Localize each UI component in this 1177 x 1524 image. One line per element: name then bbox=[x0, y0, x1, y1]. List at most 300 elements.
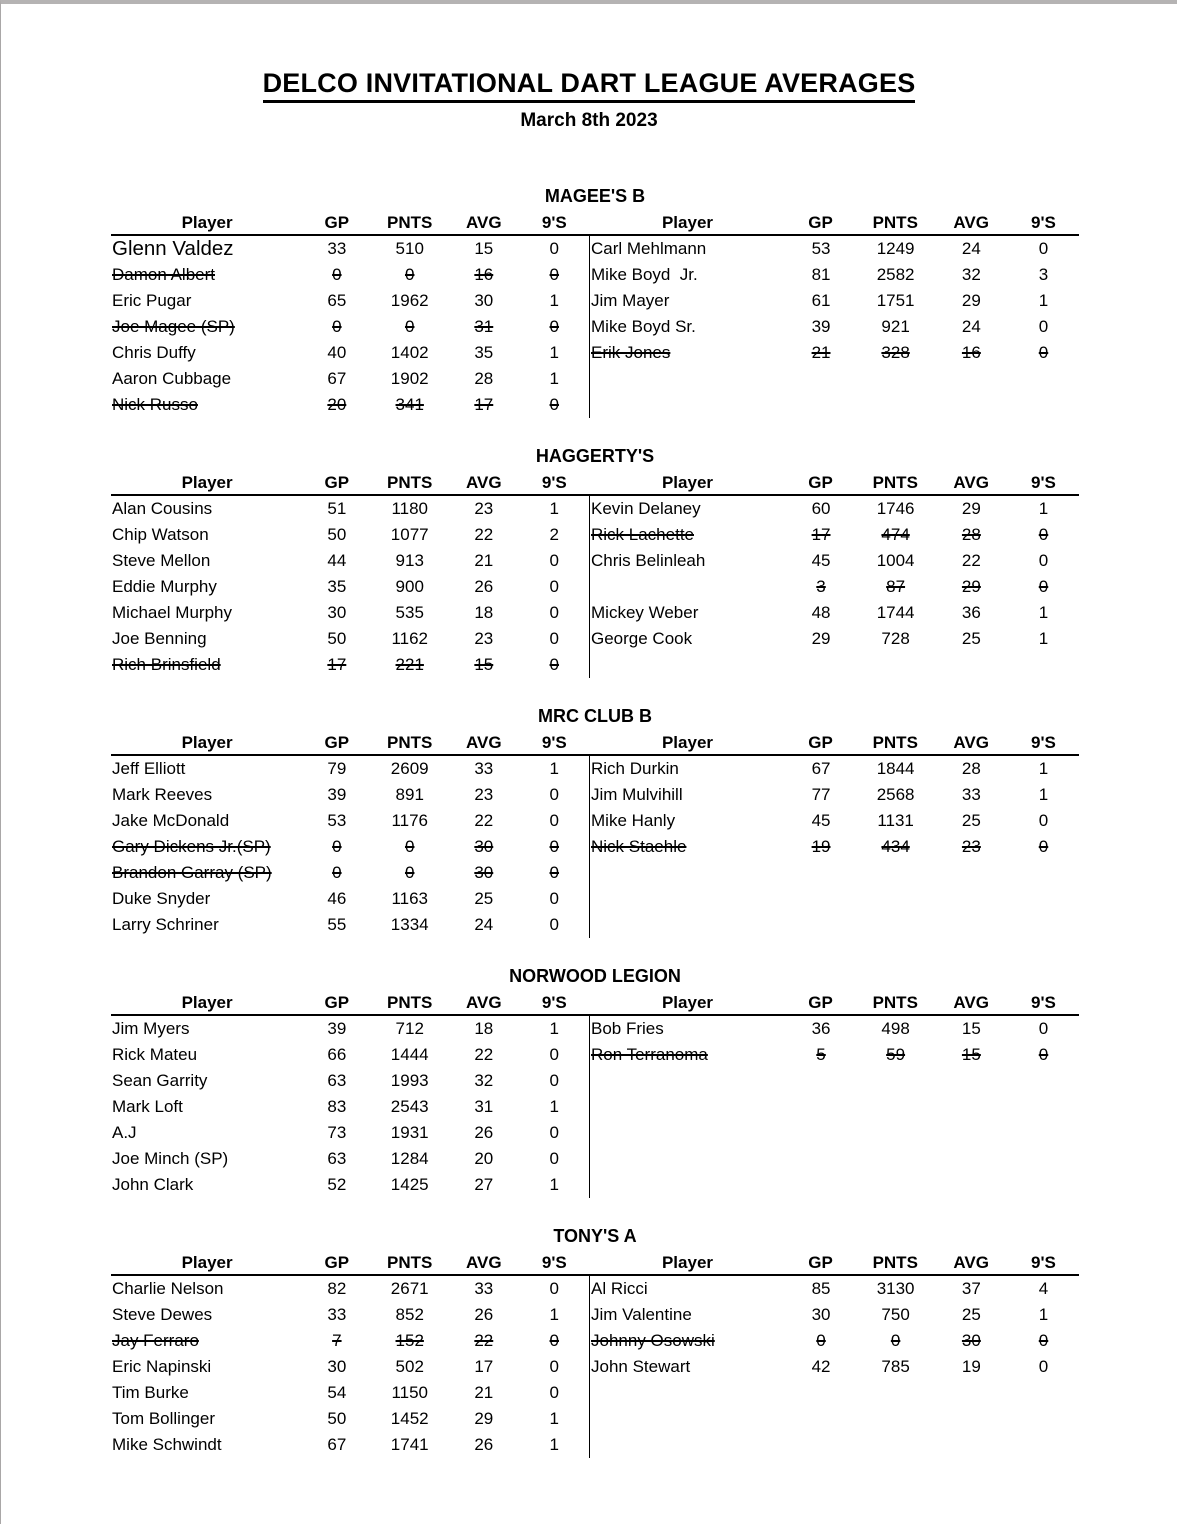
table-row bbox=[111, 262, 589, 288]
stat-avg: 15 bbox=[474, 655, 494, 674]
page-title: DELCO INVITATIONAL DART LEAGUE AVERAGES bbox=[263, 68, 916, 103]
table-row bbox=[111, 522, 589, 548]
player-name: Alan Cousins bbox=[112, 499, 213, 518]
stat-pnts bbox=[856, 912, 934, 938]
column-header-avg: AVG bbox=[466, 213, 502, 232]
column-header-gp: GP bbox=[324, 1253, 350, 1272]
table-row bbox=[111, 392, 589, 418]
table-row bbox=[590, 548, 1079, 574]
team-name: HAGGERTY'S bbox=[535, 446, 655, 466]
stat-gp: 73 bbox=[327, 1123, 347, 1142]
column-header-avg: AVG bbox=[466, 993, 502, 1012]
stat-avg: 30 bbox=[474, 291, 494, 310]
column-header-nines: 9'S bbox=[1031, 733, 1056, 752]
player-name: Joe Magee (SP) bbox=[112, 317, 235, 336]
team-table-left bbox=[111, 756, 589, 938]
stat-gp bbox=[786, 1172, 857, 1198]
stat-pnts: 1425 bbox=[390, 1175, 429, 1194]
table-row bbox=[111, 1432, 589, 1458]
column-header-avg: AVG bbox=[953, 993, 989, 1012]
stat-pnts bbox=[856, 366, 934, 392]
table-body bbox=[111, 756, 1079, 938]
stat-nines: 0 bbox=[549, 863, 560, 882]
column-header-avg: AVG bbox=[953, 213, 989, 232]
player-name: Eric Pugar bbox=[112, 291, 192, 310]
player-name: Mickey Weber bbox=[591, 603, 699, 622]
table-row bbox=[590, 860, 1079, 886]
stat-pnts: 328 bbox=[881, 343, 910, 362]
column-header-avg: AVG bbox=[466, 473, 502, 492]
table-row bbox=[590, 1432, 1079, 1458]
stat-gp: 50 bbox=[327, 629, 347, 648]
table-row bbox=[111, 834, 589, 860]
stat-avg: 30 bbox=[961, 1331, 981, 1350]
column-header-pnts: PNTS bbox=[387, 733, 433, 752]
table-row bbox=[111, 1120, 589, 1146]
stat-avg: 25 bbox=[961, 1305, 981, 1324]
stat-gp: 39 bbox=[327, 785, 347, 804]
stat-nines: 1 bbox=[549, 343, 560, 362]
column-header-pnts: PNTS bbox=[872, 1253, 918, 1272]
stat-nines: 1 bbox=[1038, 785, 1049, 804]
stat-gp: 44 bbox=[327, 551, 347, 570]
stat-nines: 0 bbox=[549, 1123, 560, 1142]
column-header-player: Player bbox=[661, 473, 714, 492]
stat-gp bbox=[786, 1380, 857, 1406]
column-header-nines: 9'S bbox=[541, 1253, 567, 1272]
stat-nines bbox=[1008, 652, 1079, 678]
stat-gp bbox=[786, 1094, 857, 1120]
stat-pnts bbox=[856, 1120, 934, 1146]
stat-pnts: 728 bbox=[881, 629, 910, 648]
stat-nines bbox=[1008, 886, 1079, 912]
table-row bbox=[590, 1016, 1079, 1042]
stat-gp bbox=[786, 912, 857, 938]
title-block bbox=[1, 4, 1177, 133]
stat-pnts: 1004 bbox=[876, 551, 915, 570]
stat-avg: 18 bbox=[474, 1019, 494, 1038]
stat-pnts: 1902 bbox=[390, 369, 429, 388]
stat-pnts: 59 bbox=[886, 1045, 906, 1064]
stat-gp: 39 bbox=[811, 317, 831, 336]
stat-gp: 53 bbox=[811, 239, 831, 258]
stat-avg: 22 bbox=[474, 1045, 494, 1064]
stat-nines: 1 bbox=[1038, 629, 1049, 648]
stat-gp: 19 bbox=[811, 837, 831, 856]
stat-pnts: 1150 bbox=[391, 1383, 428, 1402]
stat-gp: 3 bbox=[816, 577, 826, 596]
header-half-left bbox=[111, 471, 589, 494]
stat-gp: 54 bbox=[327, 1383, 347, 1402]
header-row bbox=[111, 991, 1079, 1016]
team-table-right bbox=[589, 1016, 1079, 1198]
stat-gp bbox=[786, 1406, 857, 1432]
player-name: Aaron Cubbage bbox=[112, 369, 232, 388]
column-header-pnts: PNTS bbox=[387, 1253, 433, 1272]
stat-pnts: 1163 bbox=[391, 889, 428, 908]
table-row bbox=[111, 574, 589, 600]
player-name: Steve Dewes bbox=[112, 1305, 213, 1324]
stat-avg: 15 bbox=[474, 239, 494, 258]
stat-pnts: 1993 bbox=[390, 1071, 429, 1090]
stat-pnts: 510 bbox=[395, 239, 424, 258]
stat-nines: 0 bbox=[549, 889, 560, 908]
column-header-gp: GP bbox=[324, 993, 350, 1012]
player-name bbox=[590, 1094, 786, 1120]
stat-gp: 83 bbox=[327, 1097, 347, 1116]
stat-nines: 2 bbox=[549, 525, 560, 544]
stat-nines bbox=[1008, 392, 1079, 418]
table-row bbox=[111, 548, 589, 574]
stat-avg: 32 bbox=[961, 265, 981, 284]
table-row bbox=[111, 314, 589, 340]
table-body bbox=[111, 236, 1079, 418]
stat-gp: 81 bbox=[811, 265, 831, 284]
stat-nines: 0 bbox=[549, 1149, 560, 1168]
stat-avg: 17 bbox=[474, 1357, 494, 1376]
stat-gp: 50 bbox=[327, 1409, 347, 1428]
header-half-left bbox=[111, 731, 589, 754]
stat-gp: 85 bbox=[811, 1279, 831, 1298]
column-header-player: Player bbox=[661, 733, 714, 752]
stat-nines: 0 bbox=[549, 1279, 560, 1298]
column-header-nines: 9'S bbox=[541, 473, 567, 492]
stat-avg: 15 bbox=[961, 1019, 981, 1038]
column-header-player: Player bbox=[181, 733, 233, 752]
stat-avg: 28 bbox=[961, 759, 981, 778]
table-row bbox=[590, 886, 1079, 912]
stat-avg bbox=[935, 860, 1008, 886]
stat-avg: 20 bbox=[474, 1149, 494, 1168]
stat-pnts bbox=[856, 1380, 934, 1406]
player-name: John Stewart bbox=[591, 1357, 691, 1376]
table-row bbox=[111, 886, 589, 912]
table-row bbox=[111, 1406, 589, 1432]
column-header-pnts: PNTS bbox=[387, 213, 433, 232]
stat-avg: 22 bbox=[474, 525, 494, 544]
stat-gp: 30 bbox=[811, 1305, 831, 1324]
stat-pnts: 0 bbox=[404, 317, 415, 336]
stat-pnts bbox=[856, 1094, 934, 1120]
stat-pnts: 474 bbox=[881, 525, 910, 544]
stat-nines: 0 bbox=[1038, 317, 1049, 336]
stat-pnts: 502 bbox=[395, 1357, 424, 1376]
stat-avg: 18 bbox=[474, 603, 494, 622]
stat-nines bbox=[1008, 1068, 1079, 1094]
stat-avg: 29 bbox=[474, 1409, 494, 1428]
stat-avg: 26 bbox=[474, 1123, 494, 1142]
player-name bbox=[590, 652, 786, 678]
column-header-pnts: PNTS bbox=[387, 993, 433, 1012]
player-name bbox=[590, 574, 786, 600]
stat-pnts: 1249 bbox=[876, 239, 915, 258]
player-name: Kevin Delaney bbox=[591, 499, 701, 518]
stat-nines: 1 bbox=[1038, 759, 1049, 778]
column-header-avg: AVG bbox=[953, 473, 989, 492]
stat-avg: 25 bbox=[961, 811, 981, 830]
stat-avg: 19 bbox=[961, 1357, 981, 1376]
stat-pnts: 87 bbox=[886, 577, 906, 596]
team-table-right bbox=[589, 1276, 1079, 1458]
table-row bbox=[590, 1328, 1079, 1354]
stat-gp: 33 bbox=[327, 1305, 347, 1324]
table-row bbox=[111, 600, 589, 626]
stat-nines: 1 bbox=[1038, 1305, 1049, 1324]
stat-avg bbox=[935, 1172, 1008, 1198]
table-row bbox=[590, 1406, 1079, 1432]
player-name: Steve Mellon bbox=[112, 551, 211, 570]
player-name: Nick Staehle bbox=[591, 837, 687, 856]
stat-nines: 1 bbox=[549, 1305, 560, 1324]
stat-gp: 77 bbox=[811, 785, 831, 804]
stat-nines: 0 bbox=[549, 1383, 560, 1402]
stat-pnts bbox=[856, 652, 934, 678]
stat-gp: 82 bbox=[327, 1279, 347, 1298]
table-row bbox=[590, 1302, 1079, 1328]
table-row bbox=[111, 340, 589, 366]
column-header-pnts: PNTS bbox=[872, 213, 918, 232]
stat-nines bbox=[1008, 1120, 1079, 1146]
stat-gp: 33 bbox=[327, 239, 347, 258]
team-section bbox=[111, 445, 1079, 678]
player-name: Nick Russo bbox=[112, 395, 198, 414]
stat-nines: 1 bbox=[549, 1097, 560, 1116]
player-name: Joe Benning bbox=[112, 629, 207, 648]
stat-pnts: 2568 bbox=[876, 785, 915, 804]
stat-nines: 0 bbox=[1038, 1357, 1049, 1376]
stat-pnts: 1402 bbox=[390, 343, 429, 362]
stat-nines bbox=[1008, 366, 1079, 392]
stat-pnts: 535 bbox=[395, 603, 424, 622]
column-header-gp: GP bbox=[324, 733, 350, 752]
header-half-right bbox=[589, 471, 1079, 494]
team-table-right bbox=[589, 496, 1079, 678]
stat-avg bbox=[935, 392, 1008, 418]
stat-avg: 29 bbox=[961, 499, 981, 518]
stat-gp: 66 bbox=[327, 1045, 347, 1064]
stat-avg: 21 bbox=[474, 551, 494, 570]
stat-gp: 67 bbox=[811, 759, 831, 778]
stat-avg: 27 bbox=[474, 1175, 494, 1194]
stat-pnts: 1077 bbox=[390, 525, 429, 544]
stat-gp bbox=[786, 652, 857, 678]
player-name: Mike Schwindt bbox=[112, 1435, 222, 1454]
column-header-avg: AVG bbox=[466, 1253, 502, 1272]
header-half-right bbox=[589, 731, 1079, 754]
stat-pnts: 900 bbox=[395, 577, 424, 596]
player-name: Rick Lachette bbox=[591, 525, 694, 544]
table-row bbox=[590, 1172, 1079, 1198]
stat-pnts: 913 bbox=[395, 551, 424, 570]
player-name: Larry Schriner bbox=[112, 915, 219, 934]
player-name bbox=[590, 886, 786, 912]
stat-avg bbox=[935, 366, 1008, 392]
stat-avg bbox=[935, 1380, 1008, 1406]
player-name bbox=[590, 1120, 786, 1146]
stat-nines: 0 bbox=[1038, 343, 1049, 362]
stat-gp: 20 bbox=[327, 395, 347, 414]
team-section bbox=[111, 965, 1079, 1198]
player-name: Erik Jones bbox=[591, 343, 671, 362]
stat-nines: 0 bbox=[549, 811, 560, 830]
team-table-right bbox=[589, 236, 1079, 418]
column-header-pnts: PNTS bbox=[872, 993, 918, 1012]
column-header-pnts: PNTS bbox=[872, 733, 918, 752]
table-row bbox=[590, 340, 1079, 366]
stat-gp: 55 bbox=[327, 915, 347, 934]
stat-pnts: 152 bbox=[395, 1331, 424, 1350]
stat-gp: 45 bbox=[811, 811, 831, 830]
player-name: Mark Reeves bbox=[112, 785, 213, 804]
stat-pnts: 712 bbox=[395, 1019, 424, 1038]
team-table-left bbox=[111, 236, 589, 418]
table-row bbox=[111, 288, 589, 314]
stat-gp: 51 bbox=[327, 499, 347, 518]
player-name: A.J bbox=[112, 1123, 137, 1142]
stat-gp: 21 bbox=[811, 343, 831, 362]
stat-gp: 39 bbox=[327, 1019, 347, 1038]
column-header-nines: 9'S bbox=[1031, 1253, 1056, 1272]
table-row bbox=[590, 808, 1079, 834]
stat-nines: 0 bbox=[549, 1045, 560, 1064]
table-row bbox=[590, 1146, 1079, 1172]
stat-avg: 25 bbox=[961, 629, 981, 648]
stat-avg: 26 bbox=[474, 1435, 494, 1454]
table-row bbox=[111, 1042, 589, 1068]
table-row bbox=[590, 652, 1079, 678]
stat-gp: 60 bbox=[811, 499, 831, 518]
column-header-player: Player bbox=[181, 993, 233, 1012]
stat-gp: 61 bbox=[811, 291, 831, 310]
stat-nines: 0 bbox=[549, 239, 560, 258]
stat-nines: 0 bbox=[549, 265, 560, 284]
table-row bbox=[590, 1354, 1079, 1380]
table-row bbox=[111, 912, 589, 938]
stat-pnts: 785 bbox=[881, 1357, 910, 1376]
player-name bbox=[590, 1406, 786, 1432]
stat-pnts: 1284 bbox=[390, 1149, 429, 1168]
stat-avg: 35 bbox=[474, 343, 494, 362]
player-name: Gary Dickens Jr.(SP) bbox=[112, 837, 271, 856]
stat-pnts: 1751 bbox=[876, 291, 915, 310]
column-header-nines: 9'S bbox=[1031, 993, 1056, 1012]
stat-gp: 52 bbox=[327, 1175, 347, 1194]
stat-gp: 36 bbox=[811, 1019, 831, 1038]
player-name: Rich Durkin bbox=[591, 759, 679, 778]
table-row bbox=[590, 314, 1079, 340]
stat-gp bbox=[786, 392, 857, 418]
stat-pnts: 2543 bbox=[390, 1097, 429, 1116]
table-row bbox=[590, 366, 1079, 392]
stat-gp bbox=[786, 1068, 857, 1094]
stat-avg bbox=[935, 1120, 1008, 1146]
stat-gp: 0 bbox=[816, 1331, 826, 1350]
stat-avg bbox=[935, 1432, 1008, 1458]
stat-gp: 0 bbox=[332, 265, 342, 284]
player-name: Ron Terranoma bbox=[591, 1045, 708, 1064]
stat-gp: 7 bbox=[332, 1331, 342, 1350]
stat-nines bbox=[1008, 1146, 1079, 1172]
player-name: Michael Murphy bbox=[112, 603, 232, 622]
player-name: Jim Mayer bbox=[591, 291, 670, 310]
stat-avg: 30 bbox=[474, 863, 494, 882]
player-name: Eric Napinski bbox=[112, 1357, 212, 1376]
column-header-avg: AVG bbox=[953, 1253, 989, 1272]
stat-avg: 22 bbox=[474, 1331, 494, 1350]
stat-pnts: 1334 bbox=[390, 915, 429, 934]
stat-nines: 1 bbox=[1038, 291, 1049, 310]
player-name: Tom Bollinger bbox=[112, 1409, 215, 1428]
stat-gp bbox=[786, 1146, 857, 1172]
stat-avg: 30 bbox=[474, 837, 494, 856]
stat-avg: 21 bbox=[474, 1383, 494, 1402]
player-name: Charlie Nelson bbox=[112, 1279, 224, 1298]
column-header-gp: GP bbox=[808, 1253, 833, 1272]
stat-pnts: 221 bbox=[395, 655, 424, 674]
player-name: Sean Garrity bbox=[112, 1071, 208, 1090]
stat-pnts: 498 bbox=[881, 1019, 910, 1038]
player-name: Jim Mulvihill bbox=[591, 785, 683, 804]
table-row bbox=[111, 236, 589, 262]
stat-nines: 0 bbox=[1038, 1331, 1049, 1350]
stat-nines: 0 bbox=[549, 1357, 560, 1376]
table-row bbox=[590, 1068, 1079, 1094]
table-row bbox=[590, 1120, 1079, 1146]
header-half-left bbox=[111, 1251, 589, 1274]
stat-nines: 1 bbox=[549, 1175, 560, 1194]
stat-avg: 31 bbox=[474, 317, 494, 336]
team-section bbox=[111, 185, 1079, 418]
stat-nines: 1 bbox=[549, 1435, 560, 1454]
stat-avg bbox=[935, 886, 1008, 912]
stat-pnts: 1844 bbox=[876, 759, 915, 778]
player-name: Mike Boyd Jr. bbox=[591, 265, 698, 284]
header-half-right bbox=[589, 991, 1079, 1014]
stat-gp: 79 bbox=[327, 759, 347, 778]
table-row bbox=[111, 860, 589, 886]
stat-nines: 0 bbox=[549, 1071, 560, 1090]
stat-pnts: 891 bbox=[395, 785, 424, 804]
team-name: MAGEE'S B bbox=[544, 186, 646, 206]
stat-pnts: 2609 bbox=[390, 759, 429, 778]
stat-gp: 53 bbox=[327, 811, 347, 830]
stat-avg: 33 bbox=[474, 1279, 494, 1298]
stat-avg: 29 bbox=[961, 291, 981, 310]
stat-nines: 0 bbox=[549, 629, 560, 648]
stat-avg bbox=[935, 1094, 1008, 1120]
stat-pnts bbox=[856, 1406, 934, 1432]
column-header-gp: GP bbox=[808, 213, 833, 232]
stat-nines: 0 bbox=[549, 785, 560, 804]
column-header-gp: GP bbox=[808, 473, 833, 492]
header-half-right bbox=[589, 211, 1079, 234]
header-row bbox=[111, 211, 1079, 236]
player-name bbox=[590, 366, 786, 392]
stat-gp: 63 bbox=[327, 1149, 347, 1168]
stat-nines: 0 bbox=[1038, 239, 1049, 258]
stat-pnts: 2671 bbox=[390, 1279, 429, 1298]
stat-avg bbox=[935, 1068, 1008, 1094]
table-row bbox=[111, 1172, 589, 1198]
stat-nines: 4 bbox=[1038, 1279, 1049, 1298]
table-row bbox=[590, 834, 1079, 860]
stat-nines: 1 bbox=[549, 291, 560, 310]
stat-gp: 35 bbox=[327, 577, 347, 596]
table-row bbox=[111, 1380, 589, 1406]
player-name bbox=[590, 1146, 786, 1172]
team-table-left bbox=[111, 496, 589, 678]
column-header-player: Player bbox=[661, 1253, 714, 1272]
